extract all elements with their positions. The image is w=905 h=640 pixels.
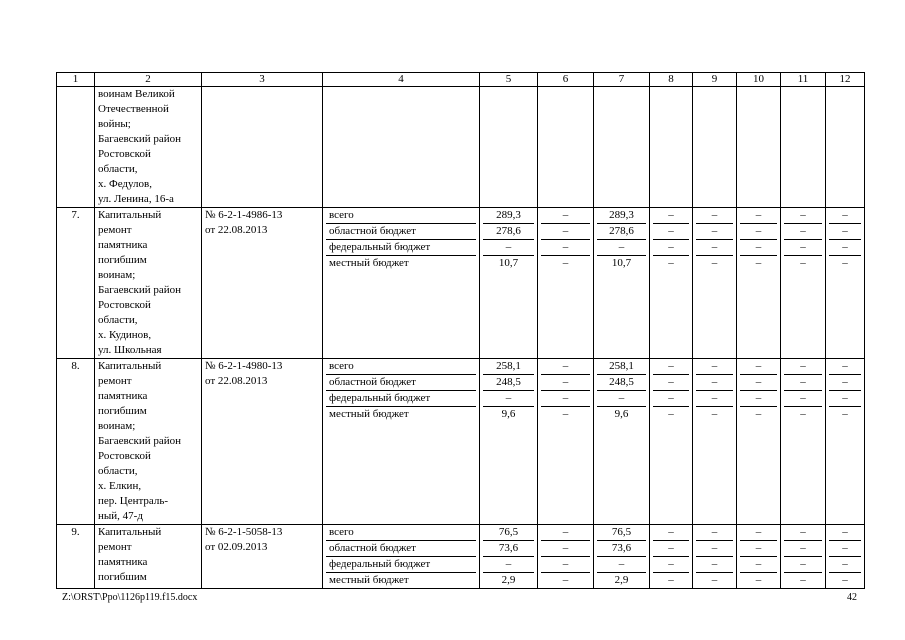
value-cell-c8 — [650, 359, 693, 525]
value: – — [541, 541, 590, 557]
value: – — [668, 408, 674, 420]
object-name-cell: воинам Великой Отечественной войны; Багаевский район Ростовской области, х. Федулов, ул. Ленина, 16-а — [95, 87, 202, 208]
value: 258,1 — [597, 359, 646, 375]
value: – — [653, 359, 689, 375]
value: – — [696, 240, 733, 256]
value: 73,6 — [483, 541, 534, 557]
funding-source: областной бюджет — [326, 541, 476, 557]
value: – — [696, 391, 733, 407]
value: – — [696, 224, 733, 240]
value: – — [541, 208, 590, 224]
value: – — [740, 359, 777, 375]
value: – — [784, 208, 822, 224]
value: 278,6 — [597, 224, 646, 240]
value-cell-c11 — [781, 208, 826, 359]
value: – — [829, 525, 861, 541]
value: 289,3 — [597, 208, 646, 224]
value: – — [696, 359, 733, 375]
value: – — [696, 208, 733, 224]
funding-source-cell — [323, 359, 480, 525]
value-cell-c9 — [693, 525, 737, 589]
value: – — [653, 391, 689, 407]
value: – — [829, 391, 861, 407]
value: – — [800, 257, 806, 269]
value-cell-c7 — [594, 525, 650, 589]
value: – — [784, 525, 822, 541]
funding-source: местный бюджет — [329, 574, 409, 586]
value: 10,7 — [498, 257, 519, 269]
col-header: 4 — [323, 73, 480, 87]
col-header: 6 — [538, 73, 594, 87]
value-cell-c8 — [650, 208, 693, 359]
funding-source-cell — [323, 525, 480, 589]
col-header: 2 — [95, 73, 202, 87]
value: – — [696, 525, 733, 541]
page-number: 42 — [847, 592, 857, 603]
value: – — [800, 408, 806, 420]
value-cell-c12 — [826, 208, 865, 359]
value: – — [829, 208, 861, 224]
value: – — [784, 541, 822, 557]
row-number-cell: 8. — [57, 359, 95, 525]
value: 9,6 — [614, 408, 629, 420]
value-cell-c12 — [826, 359, 865, 525]
value-cell-c9 — [693, 359, 737, 525]
col-header: 9 — [693, 73, 737, 87]
value: – — [829, 557, 861, 573]
value: – — [784, 375, 822, 391]
value: – — [541, 557, 590, 573]
funding-source: всего — [326, 208, 476, 224]
value: – — [541, 224, 590, 240]
col-header: 5 — [480, 73, 538, 87]
document-cell: № 6-2-1-4986-13 от 22.08.2013 — [202, 208, 323, 359]
value: – — [829, 541, 861, 557]
value: 2,9 — [501, 574, 516, 586]
value: – — [541, 359, 590, 375]
object-name-cell: Капитальный ремонт памятника погибшим воинам; Багаевский район Ростовской области, х. Кудинов, ул. Школьная — [95, 208, 202, 359]
table-row — [57, 525, 865, 589]
value: – — [696, 557, 733, 573]
value-cell-c11 — [781, 359, 826, 525]
value: – — [740, 208, 777, 224]
value: – — [829, 359, 861, 375]
value: – — [653, 224, 689, 240]
value: – — [784, 240, 822, 256]
value: – — [668, 257, 674, 269]
value: – — [755, 408, 762, 420]
value: 248,5 — [483, 375, 534, 391]
col-header: 1 — [57, 73, 95, 87]
value: – — [784, 557, 822, 573]
value: – — [696, 541, 733, 557]
funding-source: местный бюджет — [329, 257, 409, 269]
value: – — [740, 557, 777, 573]
row-number-cell — [57, 87, 95, 208]
value: – — [653, 208, 689, 224]
value: – — [800, 574, 806, 586]
value-cell-c5 — [480, 359, 538, 525]
value: 9,6 — [501, 408, 516, 420]
value-cell-c10 — [737, 525, 781, 589]
funding-source: всего — [326, 359, 476, 375]
funding-source: местный бюджет — [329, 408, 409, 420]
file-path: Z:\ORST\Ppo\1126p119.f15.docx — [62, 592, 198, 603]
value: 278,6 — [483, 224, 534, 240]
value: 289,3 — [483, 208, 534, 224]
value: 248,5 — [597, 375, 646, 391]
value: – — [653, 557, 689, 573]
funding-source: областной бюджет — [326, 375, 476, 391]
value: – — [696, 375, 733, 391]
funding-source: областной бюджет — [326, 224, 476, 240]
value: – — [653, 541, 689, 557]
object-name-cell: Капитальный ремонт памятника погибшим воинам; Багаевский район Ростовской области, х. Елкин, пер. Централь- ный, 47-д — [95, 359, 202, 525]
value: – — [597, 391, 646, 407]
value: 76,5 — [483, 525, 534, 541]
value: – — [755, 257, 762, 269]
value: – — [755, 574, 762, 586]
col-header: 7 — [594, 73, 650, 87]
value-cell-c12 — [826, 525, 865, 589]
value-cell-c7 — [594, 359, 650, 525]
value: – — [740, 240, 777, 256]
funding-source: федеральный бюджет — [326, 240, 476, 256]
table-row — [57, 359, 865, 525]
value-cell-c9 — [693, 208, 737, 359]
col-header: 10 — [737, 73, 781, 87]
value: – — [711, 408, 718, 420]
value: – — [653, 525, 689, 541]
budget-table — [56, 72, 865, 589]
funding-source-cell — [323, 208, 480, 359]
document-cell: № 6-2-1-5058-13 от 02.09.2013 — [202, 525, 323, 589]
value: – — [597, 240, 646, 256]
value-cell-c10 — [737, 208, 781, 359]
value-cell-c8 — [650, 525, 693, 589]
value-cell-c11 — [781, 525, 826, 589]
value: – — [740, 541, 777, 557]
value: – — [829, 375, 861, 391]
value: – — [483, 391, 534, 407]
col-header: 3 — [202, 73, 323, 87]
object-name-cell: Капитальный ремонт памятника погибшим — [95, 525, 202, 589]
value: – — [668, 574, 674, 586]
value-cell-c5 — [480, 525, 538, 589]
document-cell: № 6-2-1-4980-13 от 22.08.2013 — [202, 359, 323, 525]
value: – — [562, 257, 569, 269]
value: – — [562, 408, 569, 420]
value-cell-c7 — [594, 208, 650, 359]
value: 258,1 — [483, 359, 534, 375]
row-number-cell: 9. — [57, 525, 95, 589]
value: – — [842, 574, 848, 586]
value: – — [541, 391, 590, 407]
col-header: 12 — [826, 73, 865, 87]
value-cell-c6 — [538, 208, 594, 359]
value: – — [784, 359, 822, 375]
value: 2,9 — [614, 574, 629, 586]
value-cell-c6 — [538, 525, 594, 589]
value: 10,7 — [611, 257, 632, 269]
value: – — [740, 224, 777, 240]
value: – — [740, 375, 777, 391]
funding-source: федеральный бюджет — [326, 557, 476, 573]
value: – — [541, 525, 590, 541]
value-cell-c5 — [480, 208, 538, 359]
value: – — [541, 240, 590, 256]
col-header: 8 — [650, 73, 693, 87]
value: – — [562, 574, 569, 586]
value: – — [842, 408, 848, 420]
value: – — [711, 257, 718, 269]
value: – — [541, 375, 590, 391]
value: – — [829, 240, 861, 256]
value: – — [740, 525, 777, 541]
funding-source: федеральный бюджет — [326, 391, 476, 407]
table-row — [57, 208, 865, 359]
value: – — [483, 557, 534, 573]
value: – — [842, 257, 848, 269]
value: – — [740, 391, 777, 407]
value: – — [784, 224, 822, 240]
value: – — [597, 557, 646, 573]
value: – — [653, 240, 689, 256]
header-row — [57, 73, 865, 87]
row-number-cell: 7. — [57, 208, 95, 359]
value: 73,6 — [597, 541, 646, 557]
value-cell-c10 — [737, 359, 781, 525]
continuation-row — [57, 87, 865, 208]
value: – — [653, 375, 689, 391]
value: – — [784, 391, 822, 407]
value: – — [711, 574, 718, 586]
value: – — [483, 240, 534, 256]
value: 76,5 — [597, 525, 646, 541]
value: – — [829, 224, 861, 240]
col-header: 11 — [781, 73, 826, 87]
value-cell-c6 — [538, 359, 594, 525]
funding-source: всего — [326, 525, 476, 541]
